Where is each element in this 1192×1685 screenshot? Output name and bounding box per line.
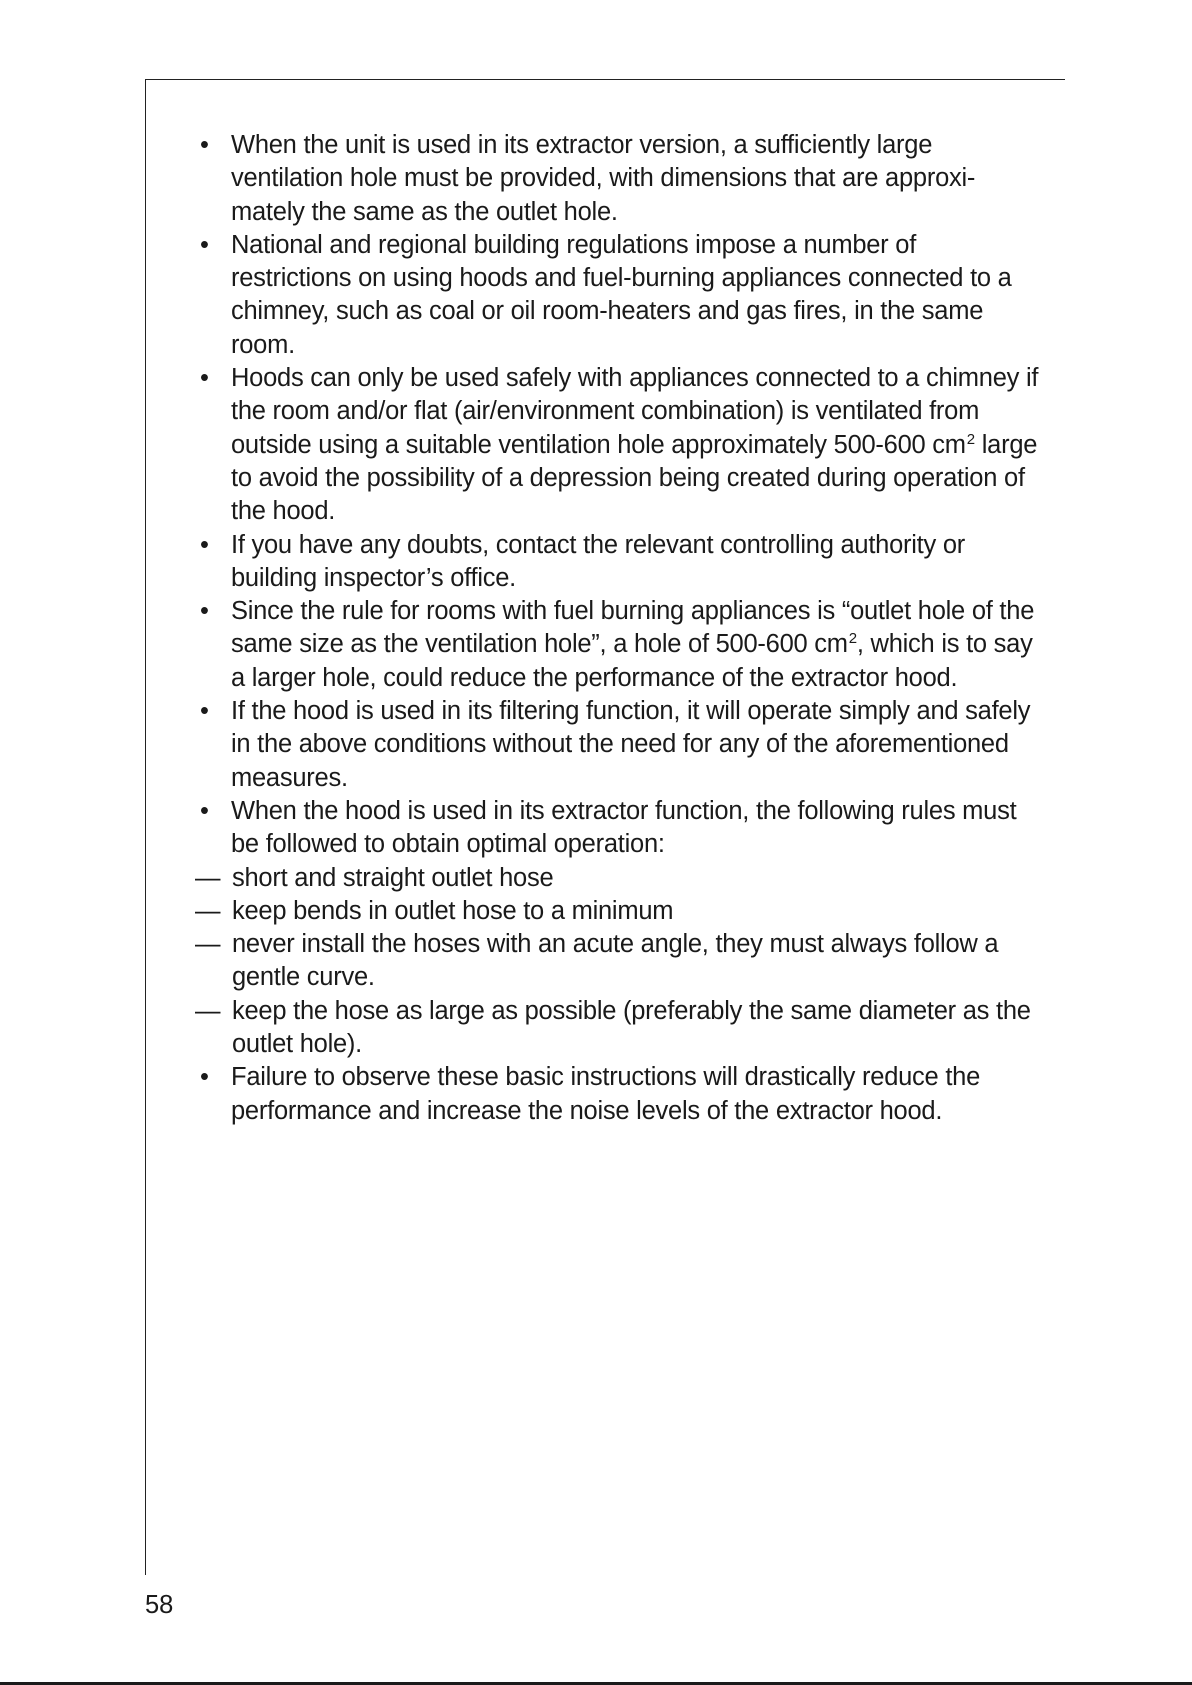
sub-list-item-text: short and straight outlet hose <box>232 863 554 892</box>
instructions-list <box>195 129 1040 1128</box>
superscript: 2 <box>848 630 857 648</box>
sub-list-item-text: never install the hoses with an acute angle, they must always follow a gentle curve. <box>232 930 999 992</box>
list-item-text: When the unit is used in its extractor version, a sufficiently large ventilation hole must be provided, with dimensions that are approxi-mately the same as the outlet hole. <box>231 131 976 226</box>
bullet: • <box>200 697 209 726</box>
list-item-body <box>231 795 1040 862</box>
list-item-text: National and regional building regulations impose a number of restrictions on using hoods and fuel-burning appliances connected to a chimney, such as coal or oil room-heaters and gas fires, in the same room. <box>231 230 1012 359</box>
bullet: • <box>200 597 209 626</box>
list-item <box>195 1061 1040 1128</box>
sub-list-item <box>195 995 1040 1062</box>
dash: — <box>195 996 221 1025</box>
text-segment: Hoods can only be used safely with appliances connected to a chimney if the room and/or flat (air/environment combination) is ventilated from outside using a suitable ventilation hole approximately 500-600 cm <box>231 364 1039 459</box>
list-item-text <box>231 362 1040 528</box>
sub-list-item-text: keep bends in outlet hose to a minimum <box>232 896 674 925</box>
list-item <box>195 595 1040 695</box>
dash: — <box>195 863 221 892</box>
list-item-text: Failure to observe these basic instructions will drastically reduce the performance and increase the noise levels of the extractor hood. <box>231 1063 981 1125</box>
text-segment: Since the rule for rooms with fuel burning appliances is “outlet hole of the same size as the ventilation hole”, a hole of 500-600 cm <box>231 597 1035 659</box>
list-item <box>195 795 1040 862</box>
list-item <box>195 229 1040 362</box>
dash: — <box>195 930 221 959</box>
list-item-text <box>231 595 1040 695</box>
text-segment: , which is to say a larger hole, could reduce the performance of the extractor hood. <box>231 630 1033 692</box>
list-item-text: When the hood is used in its extractor function, the following rules must be followed to obtain optimal operation: <box>231 796 1017 859</box>
dash: — <box>195 896 221 925</box>
frame-top-rule <box>145 79 1065 80</box>
list-item <box>195 129 1040 229</box>
list-item <box>195 695 1040 795</box>
bullet: • <box>200 530 209 559</box>
bullet: • <box>200 230 209 259</box>
page-number: 58 <box>145 1591 174 1619</box>
list-item-text: If the hood is used in its filtering function, it will operate simply and safely in the above conditions without the need for any of the aforementioned measures. <box>231 697 1031 792</box>
bullet: • <box>200 364 209 393</box>
list-item <box>195 529 1040 596</box>
bullet: • <box>200 1063 209 1092</box>
sub-list-item-text: keep the hose as large as possible (preferably the same diameter as the outlet hole). <box>232 996 1031 1059</box>
list-item-text: If you have any doubts, contact the relevant controlling authority or building inspector’s office. <box>231 530 966 592</box>
bullet: • <box>200 131 209 159</box>
text-segment: large to avoid the possibility of a depression being created during operation of the hood. <box>231 430 1038 526</box>
sub-list-item <box>195 862 1040 895</box>
superscript: 2 <box>966 430 975 448</box>
list-item <box>195 362 1040 528</box>
sub-list-item <box>195 895 1040 928</box>
bullet: • <box>200 796 209 825</box>
frame-left-rule <box>145 79 146 1575</box>
sub-list-item <box>195 928 1040 995</box>
